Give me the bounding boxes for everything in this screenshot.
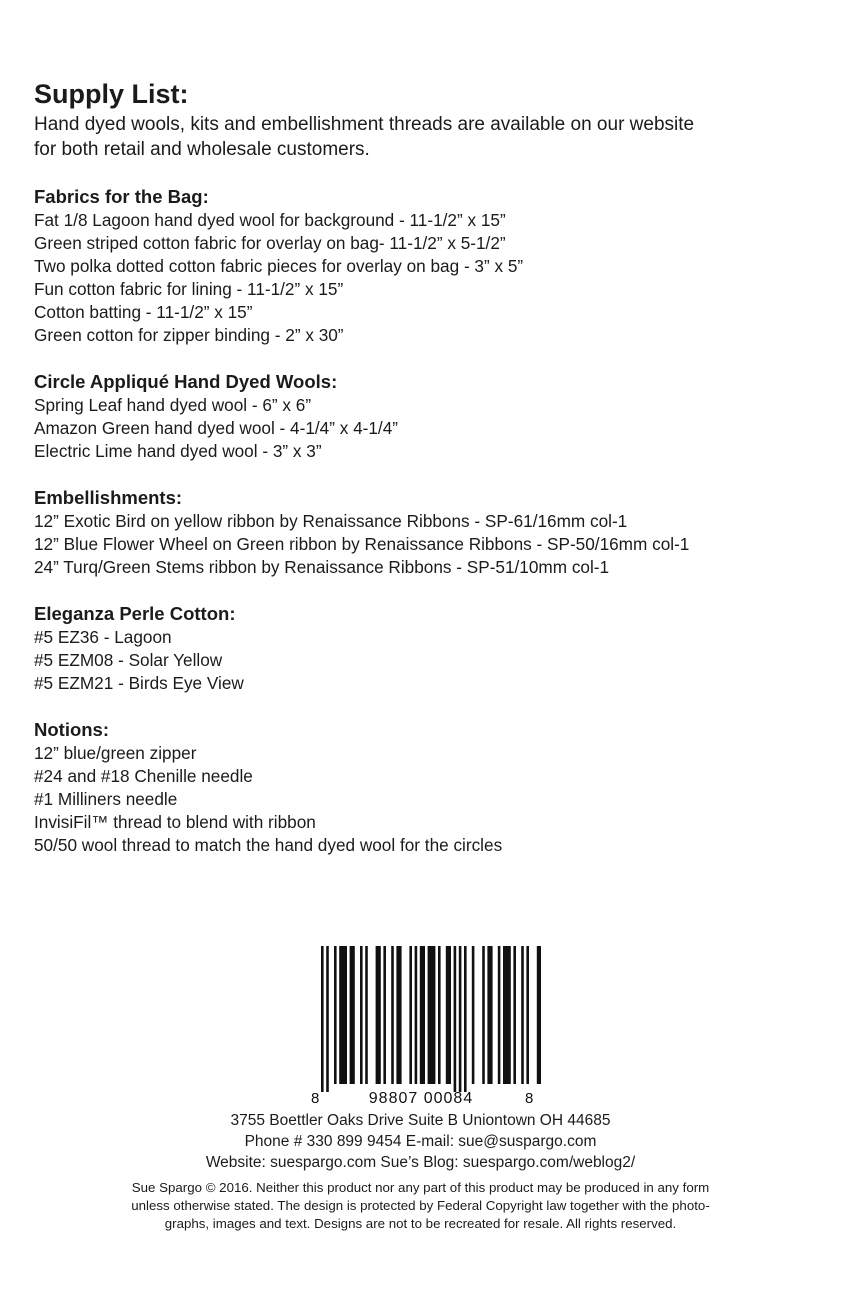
barcode-bar — [438, 946, 441, 1084]
barcode-graphic — [301, 940, 541, 1110]
copyright-line: Sue Spargo © 2016. Neither this product nor any part of this product may be produced in any form — [131, 1180, 710, 1195]
barcode-bar — [497, 946, 500, 1084]
barcode-left-digit: 8 — [310, 1090, 319, 1107]
list-item: #24 and #18 Chenille needle — [34, 766, 253, 786]
barcode-bar — [536, 946, 540, 1084]
barcode-right-digit: 8 — [524, 1090, 533, 1107]
section-heading: Notions: — [34, 719, 110, 740]
barcode-bar — [464, 946, 467, 1092]
contact-phone-email: Phone # 330 899 9454 E-mail: sue@suspargo.com — [244, 1133, 597, 1150]
barcode-bar — [365, 946, 368, 1084]
barcode-bar — [482, 946, 485, 1084]
section-heading: Circle Appliqué Hand Dyed Wools: — [34, 371, 338, 392]
footer — [0, 940, 841, 1233]
list-item: #5 EZM21 - Birds Eye View — [34, 673, 244, 693]
list-item: #5 EZM08 - Solar Yellow — [34, 650, 223, 670]
list-item: 50/50 wool thread to match the hand dyed wool for the circles — [34, 835, 503, 855]
barcode-bar — [445, 946, 450, 1084]
list-item: InvisiFil™ thread to blend with ribbon — [34, 812, 316, 832]
page-title: Supply List: — [34, 79, 189, 109]
barcode-bar — [503, 946, 511, 1084]
barcode-bar — [453, 946, 456, 1092]
list-item: #1 Milliners needle — [34, 789, 178, 809]
section-heading: Eleganza Perle Cotton: — [34, 603, 236, 624]
contact-address: 3755 Boettler Oaks Drive Suite B Uniontown OH 44685 — [230, 1112, 611, 1129]
copyright-notice — [0, 1179, 841, 1233]
barcode-bar — [360, 946, 363, 1084]
barcode-bar — [339, 946, 347, 1084]
list-item: Green cotton for zipper binding - 2” x 30” — [34, 325, 344, 345]
copyright-line: graphs, images and text. Designs are not to be recreated for resale. All rights reserved. — [164, 1216, 677, 1231]
list-item: #5 EZ36 - Lagoon — [34, 627, 172, 647]
list-item: Amazon Green hand dyed wool - 4-1/4” x 4-1/4” — [34, 418, 398, 438]
barcode-middle-digits: 98807 00084 — [368, 1090, 473, 1107]
list-item: Electric Lime hand dyed wool - 3” x 3” — [34, 441, 322, 461]
barcode-bar — [427, 946, 435, 1084]
list-item: 12” Exotic Bird on yellow ribbon by Renaissance Ribbons - SP-61/16mm col-1 — [34, 511, 628, 531]
list-item: 24” Turq/Green Stems ribbon by Renaissance Ribbons - SP-51/10mm col-1 — [34, 557, 610, 577]
list-item: Spring Leaf hand dyed wool - 6” x 6” — [34, 395, 312, 415]
list-item: 12” blue/green zipper — [34, 743, 197, 763]
barcode-bar — [513, 946, 516, 1084]
list-item: 12” Blue Flower Wheel on Green ribbon by Renaissance Ribbons - SP-50/16mm col-1 — [34, 534, 690, 554]
section-circle-applique — [34, 371, 814, 463]
barcode-bar — [375, 946, 380, 1084]
barcode-bar — [471, 946, 474, 1084]
section-heading: Fabrics for the Bag: — [34, 186, 209, 207]
supply-list-page — [34, 78, 814, 857]
list-item: Fun cotton fabric for lining - 11-1/2” x 15” — [34, 279, 344, 299]
barcode-bar — [326, 946, 329, 1092]
section-embellishments — [34, 487, 814, 579]
copyright-line: unless otherwise stated. The design is protected by Federal Copyright law together with the photo- — [131, 1198, 710, 1213]
barcode-bar — [334, 946, 337, 1084]
list-item: Fat 1/8 Lagoon hand dyed wool for background - 11-1/2” x 15” — [34, 210, 506, 230]
section-heading: Embellishments: — [34, 487, 183, 508]
section-perle-cotton — [34, 603, 814, 695]
barcode-bar — [383, 946, 386, 1084]
barcode-bar — [414, 946, 417, 1084]
barcode-bar — [487, 946, 492, 1084]
barcode — [301, 940, 541, 1110]
barcode-bar — [391, 946, 394, 1084]
contact-website: Website: suespargo.com Sue’s Blog: suespargo.com/weblog2/ — [205, 1154, 636, 1171]
section-notions — [34, 719, 814, 857]
intro-line: for both retail and wholesale customers. — [34, 139, 370, 160]
barcode-bar — [349, 946, 354, 1084]
barcode-bar — [396, 946, 401, 1084]
section-fabrics — [34, 186, 814, 347]
barcode-bar — [526, 946, 529, 1084]
list-item: Cotton batting - 11-1/2” x 15” — [34, 302, 253, 322]
barcode-bar — [419, 946, 424, 1084]
barcode-bar — [458, 946, 461, 1092]
list-item: Green striped cotton fabric for overlay on bag- 11-1/2” x 5-1/2” — [34, 233, 506, 253]
barcode-bar — [409, 946, 412, 1084]
intro-text — [34, 112, 814, 162]
list-item: Two polka dotted cotton fabric pieces for overlay on bag - 3” x 5” — [34, 256, 524, 276]
barcode-bar — [521, 946, 524, 1084]
barcode-bar — [321, 946, 324, 1092]
intro-line: Hand dyed wools, kits and embellishment threads are available on our website — [34, 114, 695, 135]
